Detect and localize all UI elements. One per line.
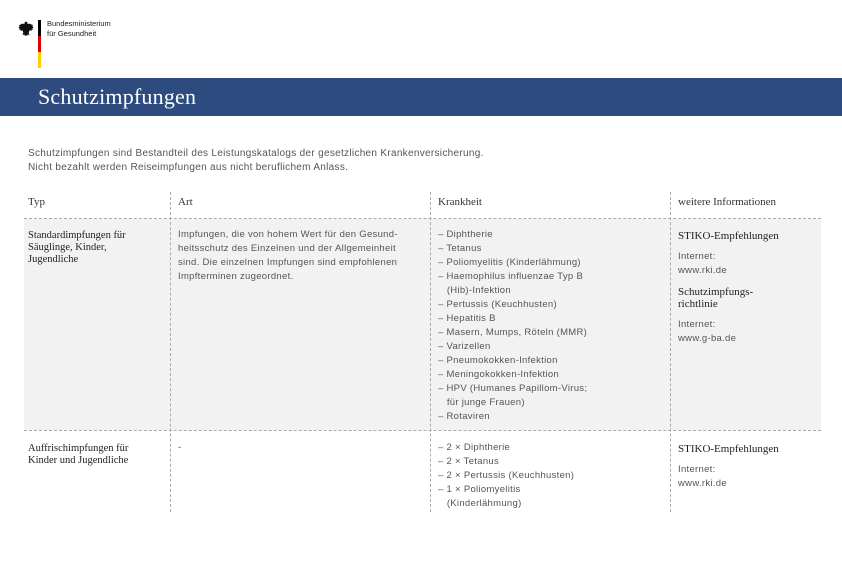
info-block-stiko <box>678 443 779 491</box>
disease-item: – Pneumokokken-Infektion <box>438 355 558 366</box>
disease-item: – Haemophilus influenzae Typ B <box>438 271 584 282</box>
row2-typ-line: Kinder und Jugendliche <box>28 455 129 466</box>
german-flag-stripe <box>38 20 41 68</box>
header-divider <box>24 218 821 219</box>
disease-item: – Varizellen <box>438 341 491 352</box>
disease-item: – HPV (Humanes Papillom-Virus; <box>438 383 588 394</box>
row2-art-line: - <box>178 442 182 453</box>
header-weitere-informationen: weitere Informationen <box>678 196 777 208</box>
row2-typ <box>28 443 128 467</box>
federal-eagle-icon <box>17 20 35 38</box>
info-block-richtlinie <box>678 286 779 346</box>
info-heading: Schutzimpfungs- <box>678 286 754 298</box>
intro-line-1: Schutzimpfungen sind Bestandteil des Leistungskatalogs der gesetzlichen Krankenversicherung. <box>28 148 484 159</box>
header-typ: Typ <box>28 196 45 208</box>
row1-info <box>678 230 779 352</box>
header-krankheit: Krankheit <box>438 196 482 208</box>
disease-item: – Tetanus <box>438 243 482 254</box>
disease-item: – Meningokokken-Infektion <box>438 369 560 380</box>
row1-art <box>178 228 398 284</box>
disease-item: – Pertussis (Keuchhusten) <box>438 299 557 310</box>
row1-typ <box>28 230 126 266</box>
row1-art-line: heitsschutz des Einzelnen und der Allgemeinheit <box>178 243 396 254</box>
row1-typ-line: Standardimpfungen für <box>28 230 126 241</box>
info-heading: richtlinie <box>678 298 718 310</box>
row1-art-line: Impfungen, die von hohem Wert für den Gesund- <box>178 229 398 240</box>
row1-typ-line: Jugendliche <box>28 254 79 265</box>
info-link-rki[interactable]: www.rki.de <box>678 265 727 276</box>
intro-text <box>28 147 484 175</box>
info-heading: STIKO-Empfehlungen <box>678 230 779 242</box>
row2-typ-line: Auffrischimpfungen für <box>28 443 129 454</box>
ministry-line-2: für Gesundheit <box>47 28 97 38</box>
disease-item: – Hepatitis B <box>438 313 496 324</box>
title-banner <box>0 78 842 116</box>
info-heading: STIKO-Empfehlungen <box>678 443 779 455</box>
row1-art-line: sind. Die einzelnen Impfungen sind empfohlenen <box>178 257 398 268</box>
row2-krankheit <box>438 441 574 511</box>
intro-line-2: Nicht bezahlt werden Reiseimpfungen aus nicht beruflichem Anlass. <box>28 162 349 173</box>
row1-typ-line: Säuglinge, Kinder, <box>28 242 107 253</box>
info-link-rki[interactable]: www.rki.de <box>678 478 727 489</box>
info-label: Internet: <box>678 464 716 475</box>
disease-item: – 2 × Pertussis (Keuchhusten) <box>438 470 575 481</box>
disease-item: – 1 × Poliomyelitis <box>438 484 521 495</box>
row1-krankheit <box>438 228 587 424</box>
disease-item: für junge Frauen) <box>438 397 525 408</box>
page-title: Schutzimpfungen <box>38 84 197 109</box>
disease-item: – Poliomyelitis (Kinderlähmung) <box>438 257 581 268</box>
info-block-stiko <box>678 230 779 278</box>
column-divider-2 <box>430 192 431 512</box>
disease-item: – Rotaviren <box>438 411 490 422</box>
row-divider <box>24 430 821 431</box>
info-link-gba[interactable]: www.g-ba.de <box>678 333 737 344</box>
disease-item: – 2 × Tetanus <box>438 456 500 467</box>
disease-item: (Hib)-Infektion <box>438 285 511 296</box>
ministry-line-1: Bundesministerium <box>47 19 111 28</box>
row1-art-line: Impfterminen zugeordnet. <box>178 271 294 282</box>
row2-art <box>178 441 181 455</box>
disease-item: – Masern, Mumps, Röteln (MMR) <box>438 327 588 338</box>
disease-item: (Kinderlähmung) <box>438 498 522 509</box>
column-divider-1 <box>170 192 171 512</box>
disease-item: – Diphtherie <box>438 229 493 240</box>
header-art: Art <box>178 196 193 208</box>
ministry-logo <box>17 18 137 68</box>
column-divider-3 <box>670 192 671 512</box>
row2-info <box>678 443 779 497</box>
info-label: Internet: <box>678 319 716 330</box>
disease-item: – 2 × Diphtherie <box>438 442 511 453</box>
ministry-name <box>47 19 111 38</box>
info-label: Internet: <box>678 251 716 262</box>
